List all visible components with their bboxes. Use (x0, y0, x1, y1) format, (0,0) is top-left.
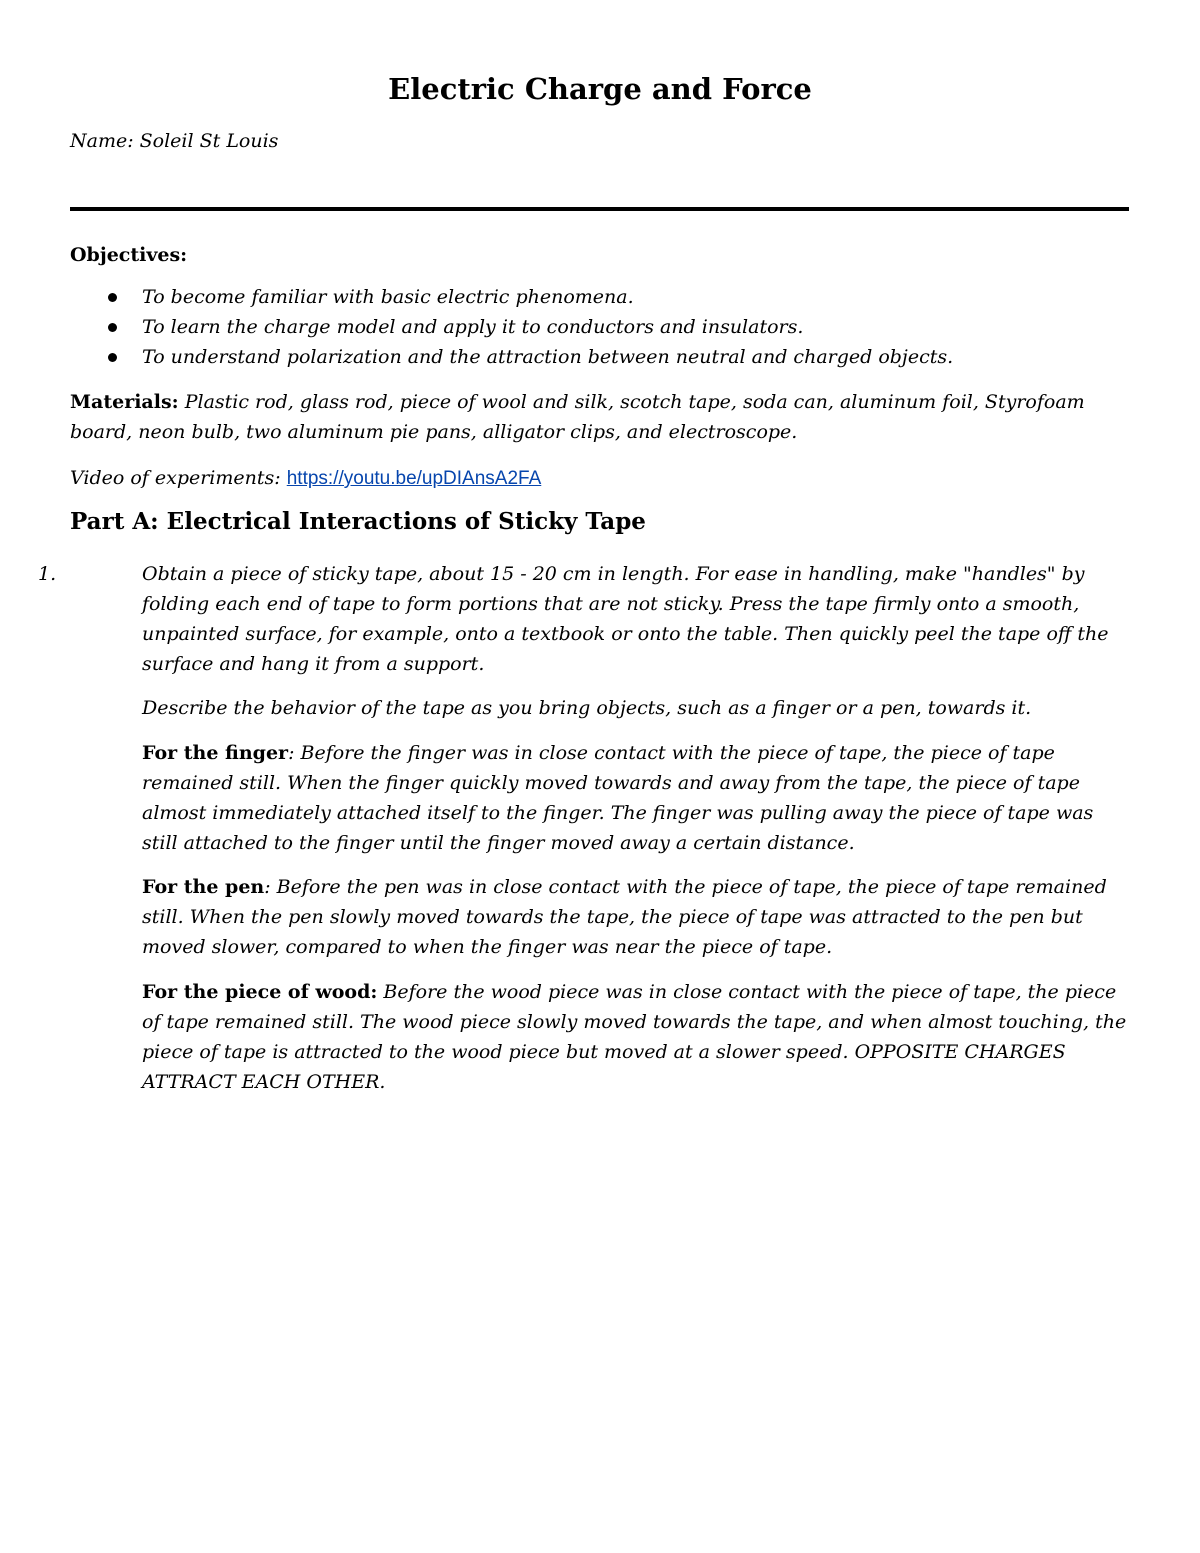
objectives-list (70, 282, 1130, 372)
question-instructions: Obtain a piece of sticky tape, about 15 - 20 cm in length. For ease in handling, make "handles" by folding each end of tape to form portions that are not sticky. Press the tape firmly onto a smooth, unpainted surface, for example, onto a textbook or onto the table. Then quickly peel the tape off the surface and hang it from a support. (142, 563, 1109, 675)
video-label: Video of experiments: (70, 467, 287, 489)
bullet-icon (108, 353, 117, 362)
materials-text: Plastic rod, glass rod, piece of wool and silk, scotch tape, soda can, aluminum foil, Styrofoam board, neon bulb, two aluminum pie pans, alligator clips, and electroscope. (70, 391, 1085, 443)
materials-label: Materials: (70, 391, 179, 413)
pen-label: For the pen (142, 876, 265, 898)
finger-text: : Before the finger was in close contact with the piece of tape, the piece of tape remained still. When the finger quickly moved towards and away from the tape, the piece of tape almost immediately attached itself to the finger. The finger was pulling away the piece of tape was still attached to the finger until the finger moved away a certain distance. (142, 742, 1094, 854)
video-link[interactable]: https://youtu.be/upDIAnsA2FA (286, 468, 542, 489)
question-prompt: Describe the behavior of the tape as you bring objects, such as a finger or a pen, towards it. (142, 697, 1032, 719)
horizontal-rule (70, 207, 1129, 211)
objective-item: To understand polarization and the attraction between neutral and charged objects. (70, 342, 1130, 372)
objective-item: To become familiar with basic electric phenomena. (70, 282, 1130, 312)
part-a-heading: Part A: Electrical Interactions of Sticky Tape (70, 508, 646, 535)
bullet-icon (108, 293, 117, 302)
student-name: Name: Soleil St Louis (70, 130, 279, 152)
finger-answer (142, 738, 1132, 858)
bullet-icon (108, 323, 117, 332)
pen-text: : Before the pen was in close contact with the piece of tape, the piece of tape remained still. When the pen slowly moved towards the tape, the piece of tape was attracted to the pen but moved slower, compared to when the finger was near the piece of tape. (142, 876, 1107, 958)
objective-item: To learn the charge model and apply it to conductors and insulators. (70, 312, 1130, 342)
wood-label: For the piece of wood: (142, 981, 378, 1003)
finger-label: For the finger (142, 742, 289, 764)
video-line (70, 463, 1140, 494)
wood-answer (142, 977, 1132, 1097)
document-title: Electric Charge and Force (388, 72, 812, 106)
objectives-heading: Objectives: (70, 244, 188, 266)
wood-text: Before the wood piece was in close contact with the piece of tape, the piece of tape remained still. The wood piece slowly moved towards the tape, and when almost touching, the piece of tape is attracted to the wood piece but moved at a slower speed. OPPOSITE CHARGES ATTRACT EACH OTHER. (142, 981, 1127, 1093)
question-number: 1. (38, 563, 57, 585)
materials-paragraph (70, 387, 1140, 447)
pen-answer (142, 872, 1132, 962)
